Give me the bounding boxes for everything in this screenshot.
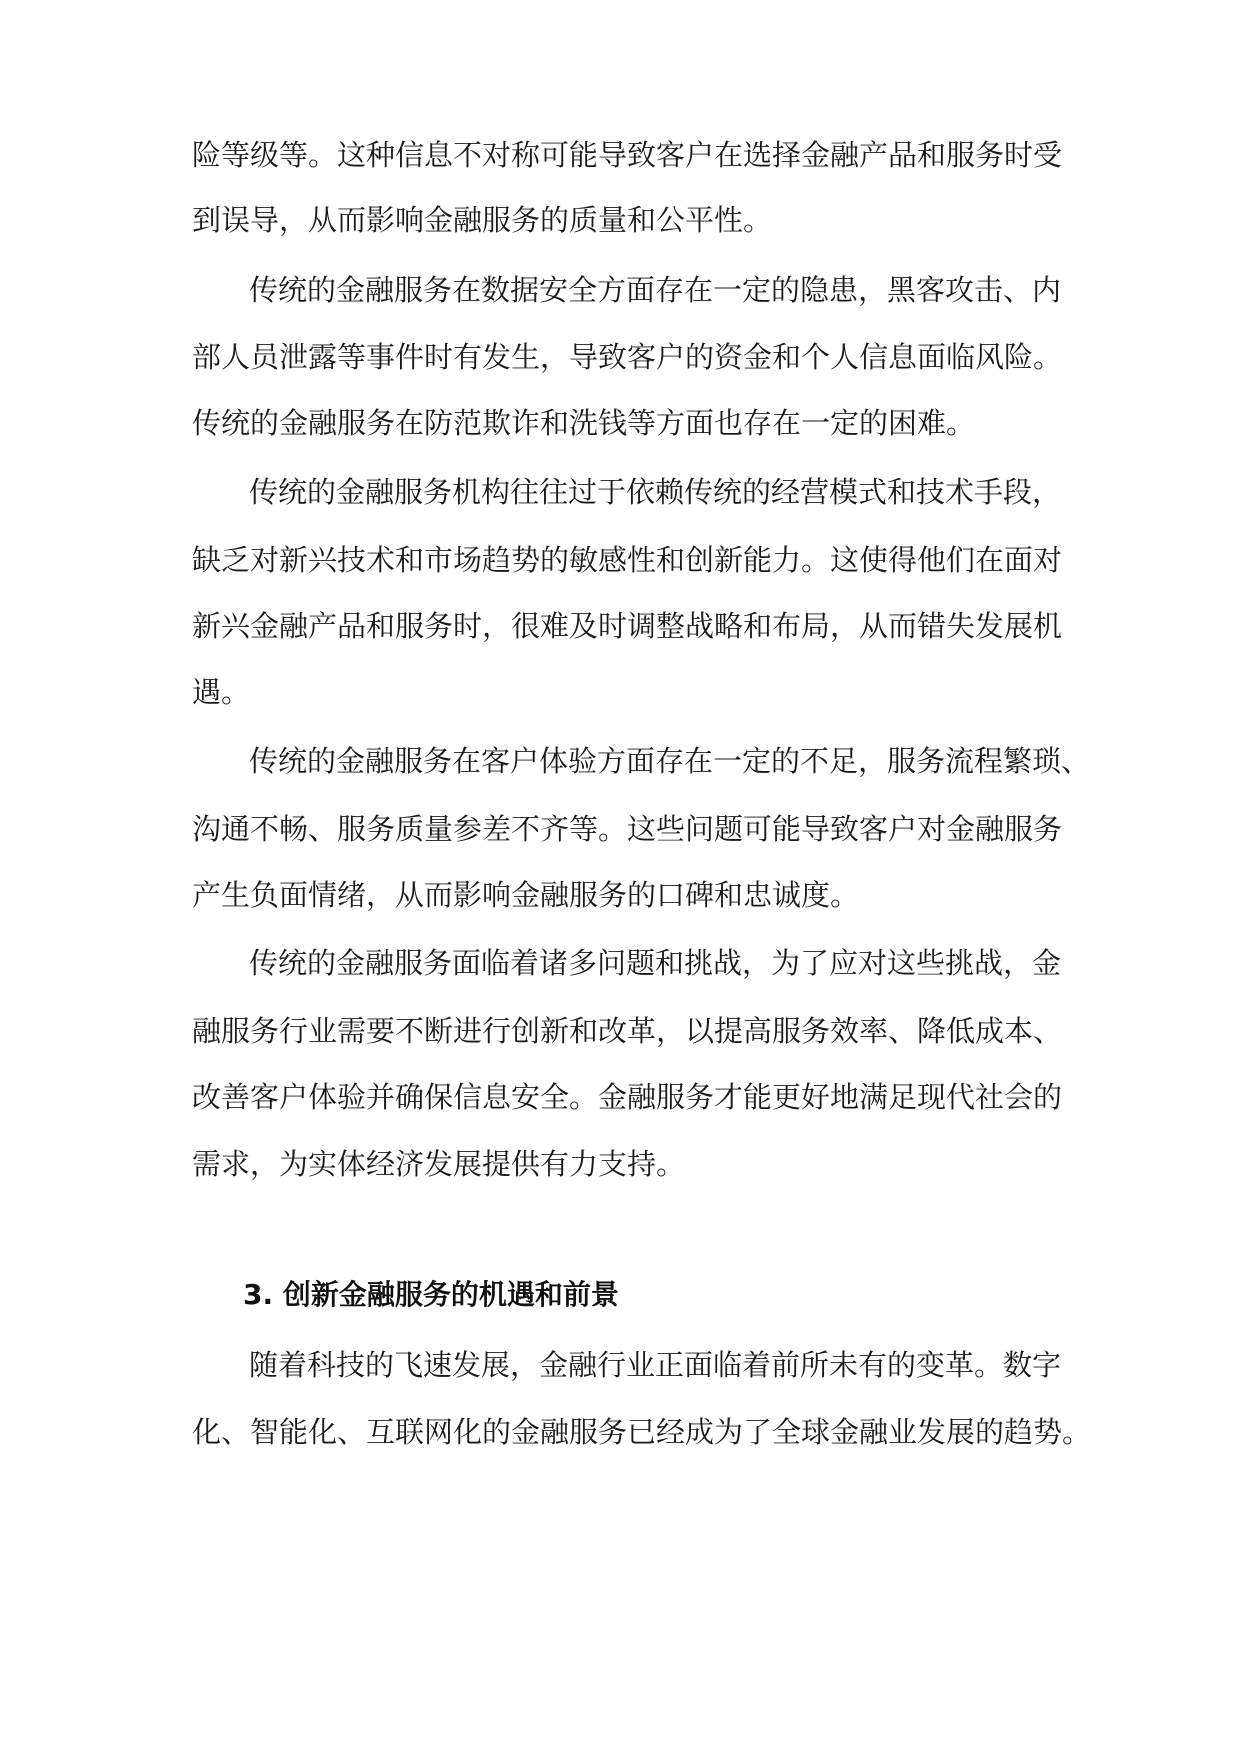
paragraph-3-line-3: 新兴金融产品和服务时，很难及时调整战略和布局，从而错失发展机: [192, 609, 1063, 643]
paragraph-1-line-2: 到误导，从而影响金融服务的质量和公平性。: [192, 203, 773, 237]
paragraph-3-line-1: 传统的金融服务机构往往过于依赖传统的经营模式和技术手段，: [249, 475, 1062, 509]
section-heading: 3. 创新金融服务的机遇和前景: [243, 1278, 619, 1311]
paragraph-5-line-3: 改善客户体验并确保信息安全。金融服务才能更好地满足现代社会的: [192, 1080, 1063, 1114]
paragraph-5-line-2: 融服务行业需要不断进行创新和改革，以提高服务效率、降低成本、: [192, 1014, 1063, 1048]
paragraph-2-line-2: 部人员泄露等事件时有发生，导致客户的资金和个人信息面临风险。: [192, 340, 1063, 374]
paragraph-4-line-2: 沟通不畅、服务质量参差不齐等。这些问题可能导致客户对金融服务: [192, 812, 1063, 846]
paragraph-1-line-1: 险等级等。这种信息不对称可能导致客户在选择金融产品和服务时受: [192, 138, 1063, 172]
paragraph-5-line-1: 传统的金融服务面临着诸多问题和挑战，为了应对这些挑战，金: [249, 946, 1062, 980]
paragraph-5-line-4: 需求，为实体经济发展提供有力支持。: [192, 1147, 686, 1181]
paragraph-6-line-2: 化、智能化、互联网化的金融服务已经成为了全球金融业发展的趋势。: [192, 1415, 1092, 1449]
paragraph-3-line-2: 缺乏对新兴技术和市场趋势的敏感性和创新能力。这使得他们在面对: [192, 543, 1063, 577]
paragraph-2-line-3: 传统的金融服务在防范欺诈和洗钱等方面也存在一定的困难。: [192, 406, 976, 440]
paragraph-2-line-1: 传统的金融服务在数据安全方面存在一定的隐患，黑客攻击、内: [249, 273, 1062, 307]
paragraph-4-line-1: 传统的金融服务在客户体验方面存在一定的不足，服务流程繁琐、: [249, 744, 1091, 778]
paragraph-4-line-3: 产生负面情绪，从而影响金融服务的口碑和忠诚度。: [192, 878, 860, 912]
paragraph-3-line-4: 遇。: [192, 675, 251, 709]
paragraph-6-line-1: 随着科技的飞速发展，金融行业正面临着前所未有的变革。数字: [249, 1348, 1062, 1382]
